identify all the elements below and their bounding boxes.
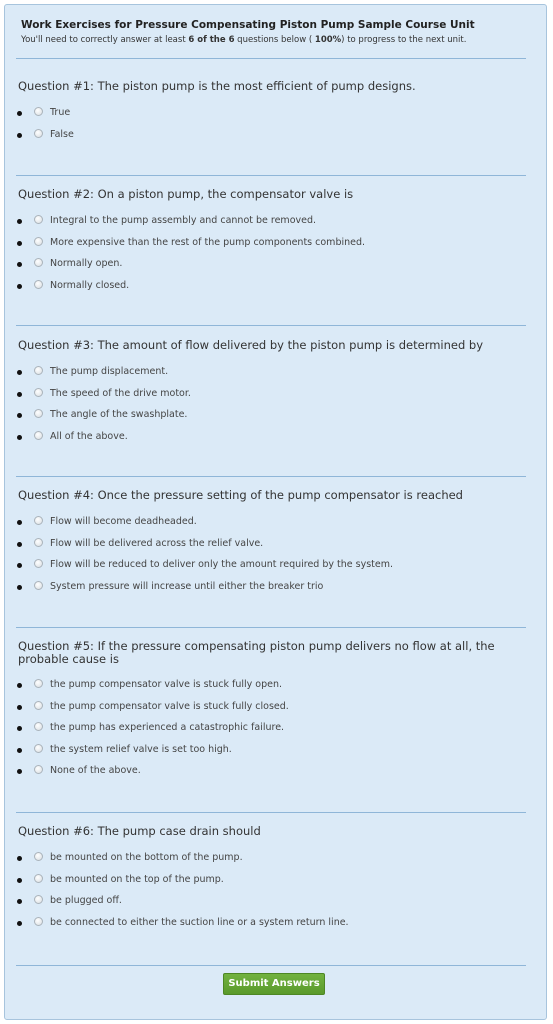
- radio-button[interactable]: [34, 701, 43, 710]
- required-percent: 100%: [314, 35, 342, 45]
- bullet-icon: [17, 520, 22, 525]
- answer-option-label: The angle of the swashplate.: [50, 409, 188, 420]
- answer-option[interactable]: [16, 253, 526, 275]
- radio-button[interactable]: [34, 744, 43, 753]
- bullet-icon: [17, 769, 22, 774]
- answer-option[interactable]: [16, 275, 526, 297]
- question-2: [16, 188, 526, 296]
- answer-option-label: be plugged off.: [50, 895, 122, 906]
- answer-option-label: False: [50, 128, 74, 140]
- answer-option-label: The speed of the drive motor.: [50, 387, 191, 399]
- answer-option[interactable]: [16, 210, 526, 232]
- question-text: Question #2: On a piston pump, the compensator valve is: [18, 187, 354, 201]
- answer-option-label: More expensive than the rest of the pump components combined.: [50, 236, 366, 248]
- answer-option-label: Normally closed.: [50, 279, 130, 291]
- answer-option-label: True: [50, 107, 71, 118]
- question-divider: [16, 325, 526, 326]
- radio-button[interactable]: [34, 280, 43, 289]
- instructions-mid: questions below (: [234, 35, 315, 45]
- answer-option-label: None of the above.: [50, 765, 141, 776]
- question-text: Question #4: Once the pressure setting of the pump compensator is reached: [18, 488, 463, 502]
- question-divider: [16, 175, 526, 176]
- bullet-icon: [17, 878, 22, 883]
- radio-button[interactable]: [34, 237, 43, 246]
- radio-button[interactable]: [34, 765, 43, 774]
- question-4: [16, 489, 526, 597]
- answer-options: [16, 210, 526, 296]
- answer-option[interactable]: [16, 232, 526, 254]
- answer-option-label: System pressure will increase until either the breaker trio: [50, 580, 324, 592]
- question-text: Question #3: The amount of flow delivered by the piston pump is determined by: [18, 338, 484, 352]
- answer-option[interactable]: [16, 760, 526, 782]
- bullet-icon: [17, 413, 22, 418]
- bullet-icon: [17, 111, 22, 116]
- question-text: Question #1: The piston pump is the most efficient of pump designs.: [18, 79, 416, 93]
- radio-button[interactable]: [34, 722, 43, 731]
- radio-button[interactable]: [34, 559, 43, 568]
- question-5: [16, 640, 526, 782]
- answer-option[interactable]: [16, 869, 526, 891]
- instructions-suffix: ) to progress to the next unit.: [341, 35, 467, 45]
- bullet-icon: [17, 542, 22, 547]
- answer-option[interactable]: [16, 717, 526, 739]
- bullet-icon: [17, 370, 22, 375]
- answer-option-label: All of the above.: [50, 430, 128, 442]
- answer-option[interactable]: [16, 912, 526, 934]
- bullet-icon: [17, 241, 22, 246]
- bullet-icon: [17, 133, 22, 138]
- radio-button[interactable]: [34, 409, 43, 418]
- bullet-icon: [17, 899, 22, 904]
- question-3: [16, 339, 526, 447]
- required-count: 6 of the 6: [188, 35, 235, 45]
- bullet-icon: [17, 921, 22, 926]
- radio-button[interactable]: [34, 917, 43, 926]
- radio-button[interactable]: [34, 895, 43, 904]
- answer-option-label: Integral to the pump assembly and cannot be removed.: [50, 215, 317, 226]
- answer-options: [16, 102, 526, 145]
- bullet-icon: [17, 563, 22, 568]
- answer-option-label: Flow will be delivered across the relief valve.: [50, 537, 264, 549]
- bullet-icon: [17, 705, 22, 710]
- bullet-icon: [17, 726, 22, 731]
- answer-options: [16, 847, 526, 933]
- radio-button[interactable]: [34, 538, 43, 547]
- answer-option-label: The pump displacement.: [50, 366, 169, 377]
- bullet-icon: [17, 748, 22, 753]
- question-1: [16, 80, 526, 145]
- answer-options: [16, 511, 526, 597]
- answer-option-label: the pump compensator valve is stuck fully closed.: [50, 700, 289, 712]
- answer-option-label: be mounted on the top of the pump.: [50, 873, 224, 885]
- answer-option-label: Flow will become deadheaded.: [50, 516, 197, 527]
- answer-option[interactable]: [16, 847, 526, 869]
- answer-option[interactable]: [16, 696, 526, 718]
- radio-button[interactable]: [34, 388, 43, 397]
- instructions-prefix: You'll need to correctly answer at least: [21, 35, 189, 45]
- answer-option[interactable]: [16, 124, 526, 146]
- radio-button[interactable]: [34, 366, 43, 375]
- question-divider: [16, 812, 526, 813]
- answer-option[interactable]: [16, 739, 526, 761]
- answer-option-label: Normally open.: [50, 258, 123, 269]
- answer-option-label: Flow will be reduced to deliver only the amount required by the system.: [50, 559, 393, 570]
- answer-option[interactable]: [16, 426, 526, 448]
- bullet-icon: [17, 262, 22, 267]
- answer-option-label: be connected to either the suction line or a system return line.: [50, 916, 349, 928]
- quiz-instructions: [21, 34, 530, 46]
- answer-option-label: the system relief valve is set too high.: [50, 743, 232, 755]
- question-divider: [16, 58, 526, 59]
- answer-option[interactable]: [16, 533, 526, 555]
- radio-button[interactable]: [34, 516, 43, 525]
- radio-button[interactable]: [34, 874, 43, 883]
- bullet-icon: [17, 219, 22, 224]
- bullet-icon: [17, 435, 22, 440]
- answer-option[interactable]: [16, 890, 526, 912]
- bullet-icon: [17, 856, 22, 861]
- bullet-icon: [17, 392, 22, 397]
- bullet-icon: [17, 683, 22, 688]
- question-6: [16, 825, 526, 933]
- answer-option[interactable]: [16, 404, 526, 426]
- answer-options: [16, 674, 526, 782]
- radio-button[interactable]: [34, 679, 43, 688]
- bullet-icon: [17, 284, 22, 289]
- answer-option[interactable]: [16, 511, 526, 533]
- radio-button[interactable]: [34, 581, 43, 590]
- radio-button[interactable]: [34, 852, 43, 861]
- answer-option[interactable]: [16, 674, 526, 696]
- quiz-title: Work Exercises for Pressure Compensating Piston Pump Sample Course Unit: [21, 19, 475, 31]
- radio-button[interactable]: [34, 431, 43, 440]
- bullet-icon: [17, 585, 22, 590]
- answer-option-label: the pump has experienced a catastrophic failure.: [50, 722, 285, 733]
- radio-button[interactable]: [34, 258, 43, 267]
- answer-option[interactable]: [16, 576, 526, 598]
- radio-button[interactable]: [34, 129, 43, 138]
- answer-option[interactable]: [16, 383, 526, 405]
- answer-option-label: be mounted on the bottom of the pump.: [50, 852, 243, 863]
- quiz-header: [5, 5, 546, 46]
- question-divider: [16, 627, 526, 628]
- question-text: Question #6: The pump case drain should: [18, 824, 261, 838]
- radio-button[interactable]: [34, 215, 43, 224]
- radio-button[interactable]: [34, 107, 43, 116]
- answer-option[interactable]: [16, 361, 526, 383]
- submit-answers-button[interactable]: Submit Answers: [223, 973, 325, 995]
- answer-option-label: the pump compensator valve is stuck fully open.: [50, 679, 283, 690]
- answer-option[interactable]: [16, 102, 526, 124]
- question-divider: [16, 476, 526, 477]
- submit-divider: [16, 965, 526, 966]
- answer-options: [16, 361, 526, 447]
- question-text: Question #5: If the pressure compensating piston pump delivers no flow at all, the probable cause is: [18, 639, 495, 666]
- answer-option[interactable]: [16, 554, 526, 576]
